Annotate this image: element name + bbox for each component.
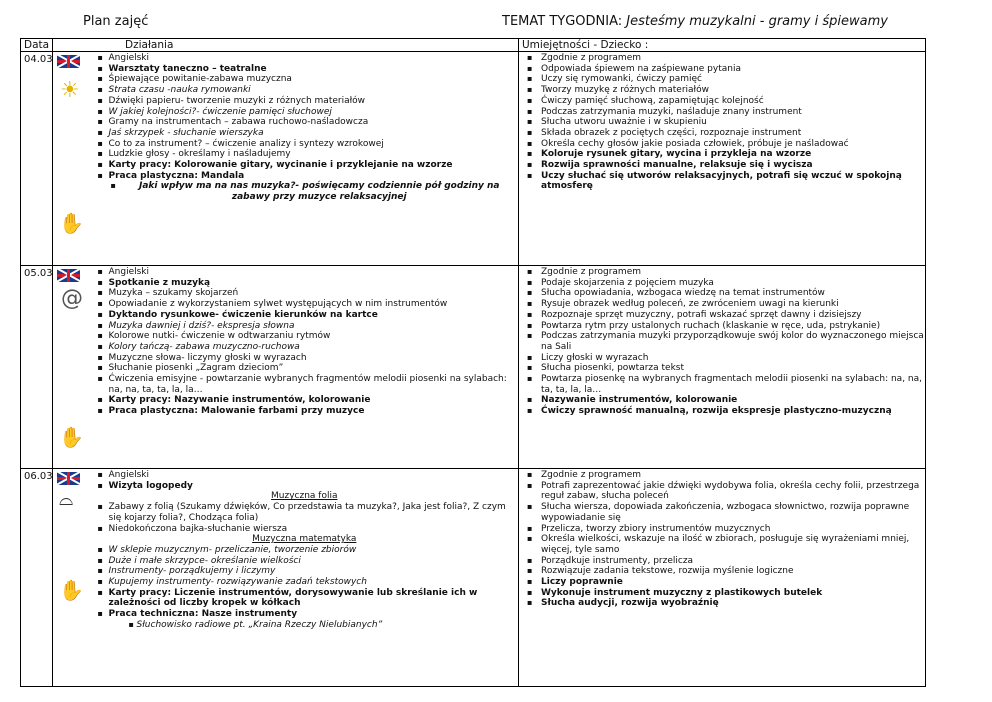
list-item: ▪ W jakiej kolejności?- ćwiczenie pamięci słuchowej <box>91 107 519 118</box>
day-date: 06.03 <box>21 469 53 687</box>
list-item: ▪ Rozwiązuje zadania tekstowe, rozwija myślenie logiczne <box>519 566 925 577</box>
hat-icon: ⌓ <box>59 489 74 510</box>
day-date: 05.03 <box>21 266 53 469</box>
list-item: ▪ Muzyka dawniej i dziś?- ekspresja słowna <box>91 321 519 332</box>
list-item: ▪ Słucha piosenki, powtarza tekst <box>519 363 925 374</box>
list-item: ▪ Strata czasu -nauka rymowanki <box>91 85 519 96</box>
section-heading: Muzyczna matematyka <box>252 534 357 545</box>
list-item: ▪ Określa wielkości, wskazuje na ilość w zbiorach, posługuje się wyrażeniami mniej, więcej, tyle samo <box>519 534 925 555</box>
list-item: ▪ Przelicza, tworzy zbiory instrumentów muzycznych <box>519 524 925 535</box>
list-item: ▪ Kolory tańczą- zabawa muzyczno-ruchowa <box>91 342 519 353</box>
list-item: ▪ Jaki wpływ ma na nas muzyka?- poświęcamy codziennie pół godziny na zabawy przy muzyce relaksacyjnej <box>91 181 519 202</box>
list-item: ▪ Potrafi zaprezentować jakie dźwięki wydobywa folia, określa cechy folii, przestrzega reguł zabaw, słucha poleceń <box>519 481 925 502</box>
list-item: ▪ Wizyta logopedy <box>91 481 519 492</box>
hand-icon: ✋ <box>59 211 84 235</box>
day-row <box>21 469 926 687</box>
list-item: ▪ Śpiewające powitanie-zabawa muzyczna <box>91 74 519 85</box>
list-item: ▪ Nazywanie instrumentów, kolorowanie <box>519 395 925 406</box>
plan-table <box>20 38 926 687</box>
list-item: ▪ Słuchowisko radiowe pt. „Kraina Rzeczy Nielubianych” <box>91 620 519 631</box>
list-item: ▪ Muzyka – szukamy skojarzeń <box>91 288 519 299</box>
list-item: ▪ Warsztaty taneczno – teatralne <box>91 64 519 75</box>
list-item: ▪ Spotkanie z muzyką <box>91 278 519 289</box>
list-item: ▪ Rysuje obrazek według poleceń, ze zwróceniem uwagi na kierunki <box>519 299 925 310</box>
list-item: ▪ Uczy słuchać się utworów relaksacyjnych, potrafi się wczuć w spokojną atmosferę <box>519 171 925 192</box>
list-item: ▪ Angielski <box>91 53 519 64</box>
list-item: ▪ Zgodnie z programem <box>519 53 925 64</box>
section-heading: Muzyczna folia <box>271 491 338 502</box>
column-header-actions: Działania <box>53 39 519 52</box>
list-item: ▪ Ćwiczy pamięć słuchową, zapamiętując kolejność <box>519 96 925 107</box>
hand-icon: ✋ <box>59 578 84 602</box>
list-item: ▪ Liczy poprawnie <box>519 577 925 588</box>
list-item: ▪ Podczas zatrzymania muzyki, naśladuje znany instrument <box>519 107 925 118</box>
list-item: ▪ Powtarza rytm przy ustalonych ruchach (klaskanie w ręce, uda, pstrykanie) <box>519 321 925 332</box>
day-icons <box>53 52 91 266</box>
table-header-row <box>21 39 926 52</box>
list-item: ▪ Ćwiczenia emisyjne - powtarzanie wybranych fragmentów melodii piosenki na sylabach: na, na, ta, ta, la, la… <box>91 374 519 395</box>
list-item: ▪ Koloruje rysunek gitary, wycina i przykleja na wzorze <box>519 149 925 160</box>
week-theme <box>502 14 888 29</box>
day-icons <box>53 469 91 687</box>
list-item: ▪ Zgodnie z programem <box>519 267 925 278</box>
list-item: ▪ Karty pracy: Liczenie instrumentów, dorysowywanie lub skreślanie ich w zależności od liczby kropek w kółkach <box>91 588 519 609</box>
list-item: ▪ Składa obrazek z pociętych części, rozpoznaje instrument <box>519 128 925 139</box>
uk-flag-icon <box>57 472 80 485</box>
list-item: ▪ Porządkuje instrumenty, przelicza <box>519 556 925 567</box>
list-item: ▪ Uczy się rymowanki, ćwiczy pamięć <box>519 74 925 85</box>
list-item: ▪ Kolorowe nutki- ćwiczenie w odtwarzaniu rytmów <box>91 331 519 342</box>
list-item: ▪ Ćwiczy sprawność manualną, rozwija ekspresje plastyczno-muzyczną <box>519 406 925 417</box>
list-item: ▪ Słucha utworu uważnie i w skupieniu <box>519 117 925 128</box>
list-item: ▪ Wykonuje instrument muzyczny z plastikowych butelek <box>519 588 925 599</box>
list-item: ▪ Gramy na instrumentach – zabawa ruchowo-naśladowcza <box>91 117 519 128</box>
list-item: ▪ Angielski <box>91 267 519 278</box>
list-item: ▪ Co to za instrument? – ćwiczenie analizy i syntezy wzrokowej <box>91 139 519 150</box>
week-theme-value: Jesteśmy muzykalni - gramy i śpiewamy <box>626 14 888 29</box>
day-actions <box>91 266 519 469</box>
hand-icon: ✋ <box>59 425 84 449</box>
list-item: ▪ Karty pracy: Nazywanie instrumentów, kolorowanie <box>91 395 519 406</box>
list-item: ▪ Praca techniczna: Nasze instrumenty <box>91 609 519 620</box>
list-item: ▪ Odpowiada śpiewem na zaśpiewane pytania <box>519 64 925 75</box>
day-row <box>21 266 926 469</box>
week-theme-label: TEMAT TYGODNIA: <box>502 14 623 29</box>
list-item: ▪ Podaje skojarzenia z pojęciem muzyka <box>519 278 925 289</box>
day-skills <box>519 266 926 469</box>
list-item: ▪ Słuchanie piosenki „Zagram dzieciom” <box>91 363 519 374</box>
list-item: ▪ Duże i małe skrzypce- określanie wielkości <box>91 556 519 567</box>
list-item: ▪ Instrumenty- porządkujemy i liczymy <box>91 566 519 577</box>
uk-flag-icon <box>57 269 80 282</box>
list-item: ▪ Opowiadanie z wykorzystaniem sylwet występujących w nim instrumentów <box>91 299 519 310</box>
list-item: ▪ Podczas zatrzymania muzyki przyporządkowuje swój kolor do wyznaczonego miejsca na Sali <box>519 331 925 352</box>
day-skills <box>519 469 926 687</box>
list-item: ▪ Dźwięki papieru- tworzenie muzyki z różnych materiałów <box>91 96 519 107</box>
list-item: ▪ Ludzkie głosy - określamy i naśladujemy <box>91 149 519 160</box>
day-skills <box>519 52 926 266</box>
list-item: ▪ Rozpoznaje sprzęt muzyczny, potrafi wskazać sprzęt dawny i dzisiejszy <box>519 310 925 321</box>
uk-flag-icon <box>57 55 80 68</box>
list-item: ▪ Muzyczne słowa- liczymy głoski w wyrazach <box>91 353 519 364</box>
day-actions <box>91 52 519 266</box>
column-header-date: Data <box>21 39 53 52</box>
list-item: ▪ Powtarza piosenkę na wybranych fragmentach melodii piosenki na sylabach: na, na, ta, ta, la, la… <box>519 374 925 395</box>
list-item: ▪ Tworzy muzykę z różnych materiałów <box>519 85 925 96</box>
list-item: ▪ Określa cechy głosów jakie posiada człowiek, próbuje je naśladować <box>519 139 925 150</box>
day-icons <box>53 266 91 469</box>
list-item: ▪ Słucha wiersza, dopowiada zakończenia, wzbogaca słownictwo, rozwija poprawne wypowiadanie się <box>519 502 925 523</box>
list-item: ▪ W sklepie muzycznym- przeliczanie, tworzenie zbiorów <box>91 545 519 556</box>
page-title: Plan zajęć <box>83 14 149 29</box>
day-row <box>21 52 926 266</box>
list-item: ▪ Kupujemy instrumenty- rozwiązywanie zadań tekstowych <box>91 577 519 588</box>
list-item: ▪ Praca plastyczna: Mandala <box>91 171 519 182</box>
day-actions <box>91 469 519 687</box>
list-item: ▪ Słucha opowiadania, wzbogaca wiedzę na temat instrumentów <box>519 288 925 299</box>
column-header-skills: Umiejętności - Dziecko : <box>519 39 926 52</box>
list-item: ▪ Zgodnie z programem <box>519 470 925 481</box>
list-item: ▪ Liczy głoski w wyrazach <box>519 353 925 364</box>
list-item: ▪ Zabawy z folią (Szukamy dźwięków, Co przedstawia ta muzyka?, Jaka jest folia?, Z czym się kojarzy folia?, Chodząca folia) <box>91 502 519 523</box>
list-item: ▪ Rozwija sprawności manualne, relaksuje się i wycisza <box>519 160 925 171</box>
sun-icon: ☀ <box>60 78 80 103</box>
list-item: ▪ Niedokończona bajka-słuchanie wiersza <box>91 524 519 535</box>
list-item: ▪ Jaś skrzypek - słuchanie wierszyka <box>91 128 519 139</box>
list-item: ▪ Karty pracy: Kolorowanie gitary, wycinanie i przyklejanie na wzorze <box>91 160 519 171</box>
list-item: ▪ Angielski <box>91 470 519 481</box>
snail-icon: @ <box>61 286 83 311</box>
day-date: 04.03 <box>21 52 53 266</box>
list-item: ▪ Słucha audycji, rozwija wyobraźnię <box>519 598 925 609</box>
list-item: ▪ Praca plastyczna: Malowanie farbami przy muzyce <box>91 406 519 417</box>
list-item: ▪ Dyktando rysunkowe- ćwiczenie kierunków na kartce <box>91 310 519 321</box>
